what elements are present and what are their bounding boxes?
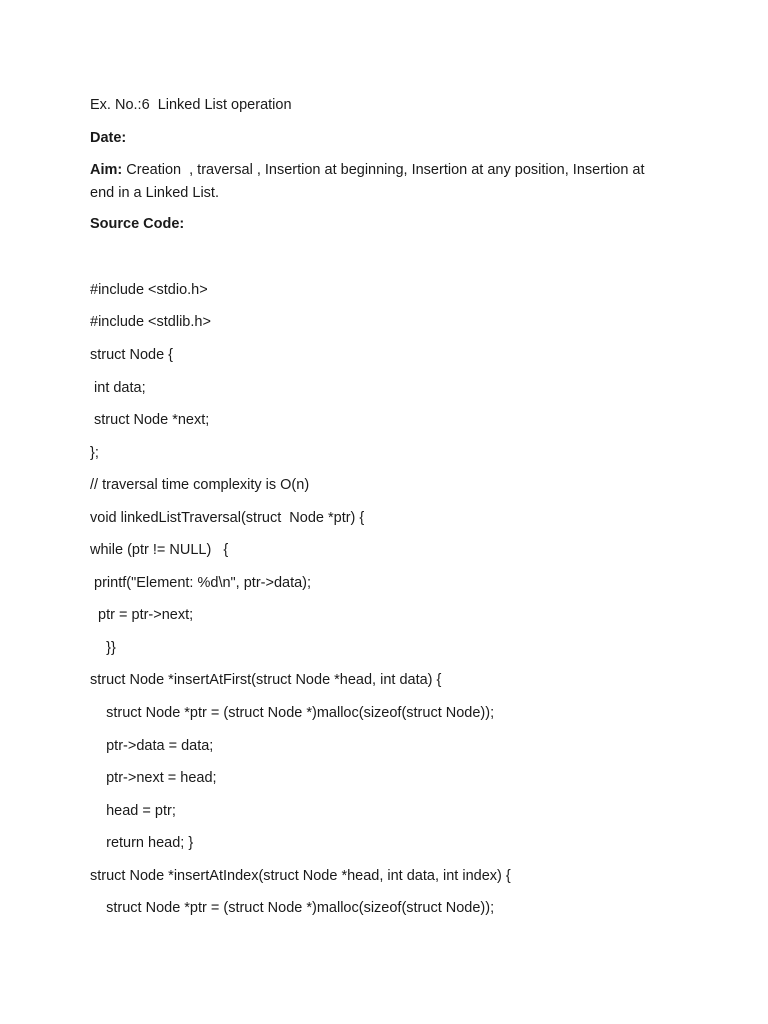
code-line: struct Node *ptr = (struct Node *)malloc(sizeof(struct Node)); bbox=[90, 705, 495, 721]
code-line: head = ptr; bbox=[90, 803, 176, 819]
aim-text-line1: Creation , traversal , Insertion at beginning, Insertion at any position, Insertion at bbox=[122, 162, 645, 178]
code-line: }} bbox=[90, 640, 116, 656]
aim-text-line2: end in a Linked List. bbox=[90, 185, 219, 201]
date-label: Date: bbox=[90, 130, 127, 146]
code-line: ptr = ptr->next; bbox=[90, 607, 194, 623]
code-line: return head; } bbox=[90, 835, 194, 851]
aim-label: Aim: bbox=[90, 162, 123, 178]
code-line: int data; bbox=[90, 380, 146, 396]
code-line: struct Node *insertAtIndex(struct Node *head, int data, int index) { bbox=[90, 868, 511, 884]
exercise-title: Ex. No.:6 Linked List operation bbox=[90, 97, 292, 113]
code-line: printf("Element: %d\n", ptr->data); bbox=[90, 575, 312, 591]
code-line: struct Node *insertAtFirst(struct Node *head, int data) { bbox=[90, 672, 442, 688]
code-line: // traversal time complexity is O(n) bbox=[90, 477, 310, 493]
code-line: #include <stdlib.h> bbox=[90, 314, 211, 330]
code-line: struct Node { bbox=[90, 347, 174, 363]
code-line: while (ptr != NULL) { bbox=[90, 542, 229, 558]
code-line: }; bbox=[90, 445, 99, 461]
code-line: #include <stdio.h> bbox=[90, 282, 208, 298]
code-line: struct Node *ptr = (struct Node *)malloc(sizeof(struct Node)); bbox=[90, 900, 495, 916]
aim-paragraph bbox=[90, 161, 645, 179]
code-line: struct Node *next; bbox=[90, 412, 210, 428]
code-line: void linkedListTraversal(struct Node *ptr) { bbox=[90, 510, 365, 526]
code-line: ptr->data = data; bbox=[90, 738, 214, 754]
code-line: ptr->next = head; bbox=[90, 770, 217, 786]
source-code-label: Source Code: bbox=[90, 216, 185, 232]
